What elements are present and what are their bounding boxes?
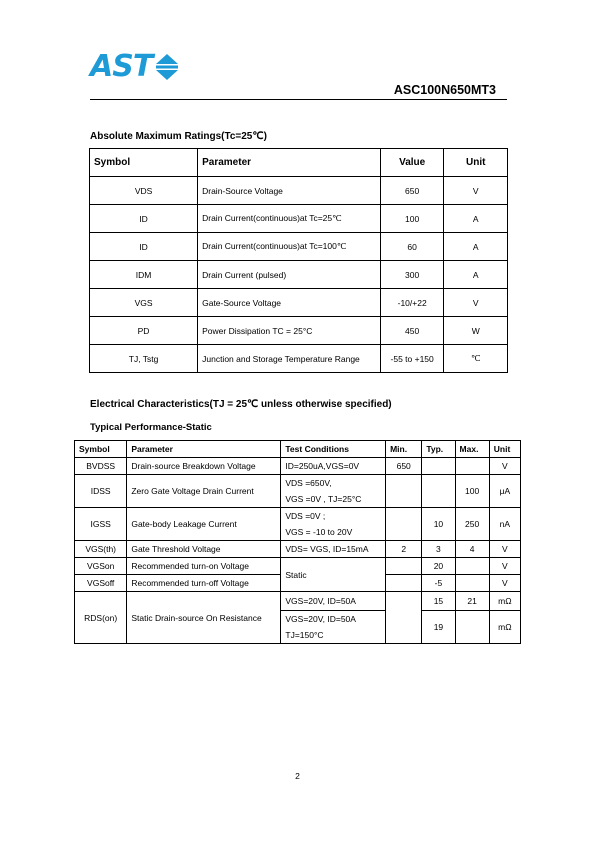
table-row <box>90 177 508 205</box>
condition-cell: VGS=20V, ID=50A <box>281 592 386 611</box>
symbol-cell: PD <box>90 317 198 345</box>
static-subtitle: Typical Performance-Static <box>90 422 212 433</box>
unit-cell: μA <box>489 475 520 508</box>
typ-cell <box>422 475 455 508</box>
typ-cell: 15 <box>422 592 455 611</box>
unit-cell: A <box>444 261 508 289</box>
condition-cell <box>281 508 386 541</box>
value-cell: 60 <box>380 233 444 261</box>
symbol-cell: BVDSS <box>75 458 127 475</box>
value-cell: 650 <box>380 177 444 205</box>
condition-cell: VDS= VGS, ID=15mA <box>281 541 386 558</box>
table-header-row <box>75 441 521 458</box>
min-cell <box>386 558 422 575</box>
table-row <box>90 205 508 233</box>
header-divider <box>90 99 507 100</box>
parameter-cell: Drain-Source Voltage <box>198 177 381 205</box>
condition-line: VGS =0V , TJ=25°C <box>285 494 362 504</box>
unit-cell: V <box>444 177 508 205</box>
value-cell: 100 <box>380 205 444 233</box>
table-row <box>90 317 508 345</box>
symbol-cell: VGS <box>90 289 198 317</box>
parameter-cell: Gate-Source Voltage <box>198 289 381 317</box>
min-cell <box>386 475 422 508</box>
col-parameter: Parameter <box>198 149 381 177</box>
parameter-cell: Power Dissipation TC = 25°C <box>198 317 381 345</box>
max-cell: 21 <box>455 592 489 611</box>
unit-cell: A <box>444 205 508 233</box>
unit-cell: V <box>489 575 520 592</box>
value-cell: -10/+22 <box>380 289 444 317</box>
parameter-cell: Recommended turn-on Voltage <box>127 558 281 575</box>
table-row <box>90 345 508 373</box>
min-cell <box>386 575 422 592</box>
unit-cell: V <box>444 289 508 317</box>
table-row <box>75 558 521 575</box>
condition-line: VDS =0V ; <box>285 511 326 521</box>
company-logo <box>90 49 179 84</box>
col-symbol: Symbol <box>90 149 198 177</box>
table-row <box>75 458 521 475</box>
electrical-title: Electrical Characteristics(TJ = 25℃ unless otherwise specified) <box>90 399 392 410</box>
condition-line: VGS = -10 to 20V <box>285 527 353 537</box>
symbol-cell: VGSoff <box>75 575 127 592</box>
condition-line: VGS=20V, ID=50A <box>285 614 356 624</box>
condition-cell: ID=250uA,VGS=0V <box>281 458 386 475</box>
parameter-cell: Drain Current (pulsed) <box>198 261 381 289</box>
col-symbol: Symbol <box>75 441 127 458</box>
abs-max-title: Absolute Maximum Ratings(Tc=25℃) <box>90 131 267 142</box>
symbol-cell: VDS <box>90 177 198 205</box>
typ-cell: 19 <box>422 611 455 644</box>
symbol-cell: VGSon <box>75 558 127 575</box>
col-typ: Typ. <box>422 441 455 458</box>
logo-text: AST <box>90 49 153 84</box>
max-cell <box>455 575 489 592</box>
parameter-cell: Junction and Storage Temperature Range <box>198 345 381 373</box>
condition-cell: Static <box>281 558 386 592</box>
table-header-row <box>90 149 508 177</box>
page-number: 2 <box>295 771 300 781</box>
symbol-cell: RDS(on) <box>75 592 127 644</box>
symbol-cell: IGSS <box>75 508 127 541</box>
parameter-cell: Drain Current(continuous)at Tc=25℃ <box>198 205 381 233</box>
parameter-cell: Drain-source Breakdown Voltage <box>127 458 281 475</box>
max-cell <box>455 458 489 475</box>
col-parameter: Parameter <box>127 441 281 458</box>
unit-cell: mΩ <box>489 611 520 644</box>
max-cell <box>455 611 489 644</box>
value-cell: 450 <box>380 317 444 345</box>
max-cell: 100 <box>455 475 489 508</box>
parameter-cell: Gate Threshold Voltage <box>127 541 281 558</box>
typ-cell: -5 <box>422 575 455 592</box>
unit-cell: A <box>444 233 508 261</box>
symbol-cell: IDM <box>90 261 198 289</box>
max-cell: 4 <box>455 541 489 558</box>
symbol-cell: VGS(th) <box>75 541 127 558</box>
typ-cell: 3 <box>422 541 455 558</box>
min-cell: 650 <box>386 458 422 475</box>
value-cell: 300 <box>380 261 444 289</box>
symbol-cell: ID <box>90 233 198 261</box>
table-row <box>75 508 521 541</box>
min-cell <box>386 592 422 644</box>
condition-line: VDS =650V, <box>285 478 332 488</box>
symbol-cell: IDSS <box>75 475 127 508</box>
condition-cell <box>281 475 386 508</box>
condition-line: TJ=150°C <box>285 630 324 640</box>
table-row <box>75 592 521 611</box>
abs-max-table <box>89 148 508 373</box>
value-cell: -55 to +150 <box>380 345 444 373</box>
static-characteristics-table <box>74 440 521 644</box>
symbol-cell: TJ, Tstg <box>90 345 198 373</box>
typ-cell <box>422 458 455 475</box>
condition-cell <box>281 611 386 644</box>
parameter-cell: Zero Gate Voltage Drain Current <box>127 475 281 508</box>
col-test-conditions: Test Conditions <box>281 441 386 458</box>
col-unit: Unit <box>489 441 520 458</box>
table-row <box>75 541 521 558</box>
table-row <box>75 475 521 508</box>
unit-cell: ℃ <box>444 345 508 373</box>
col-min: Min. <box>386 441 422 458</box>
max-cell: 250 <box>455 508 489 541</box>
parameter-cell: Gate-body Leakage Current <box>127 508 281 541</box>
unit-cell: W <box>444 317 508 345</box>
typ-cell: 10 <box>422 508 455 541</box>
col-max: Max. <box>455 441 489 458</box>
up-down-arrows-icon <box>155 52 179 82</box>
unit-cell: mΩ <box>489 592 520 611</box>
unit-cell: nA <box>489 508 520 541</box>
col-unit: Unit <box>444 149 508 177</box>
max-cell <box>455 558 489 575</box>
parameter-cell: Recommended turn-off Voltage <box>127 575 281 592</box>
unit-cell: V <box>489 541 520 558</box>
table-row <box>90 261 508 289</box>
parameter-cell: Drain Current(continuous)at Tc=100℃ <box>198 233 381 261</box>
min-cell: 2 <box>386 541 422 558</box>
symbol-cell: ID <box>90 205 198 233</box>
parameter-cell: Static Drain-source On Resistance <box>127 592 281 644</box>
unit-cell: V <box>489 458 520 475</box>
min-cell <box>386 508 422 541</box>
table-row <box>90 289 508 317</box>
col-value: Value <box>380 149 444 177</box>
typ-cell: 20 <box>422 558 455 575</box>
unit-cell: V <box>489 558 520 575</box>
part-number: ASC100N650MT3 <box>393 83 496 97</box>
table-row <box>90 233 508 261</box>
